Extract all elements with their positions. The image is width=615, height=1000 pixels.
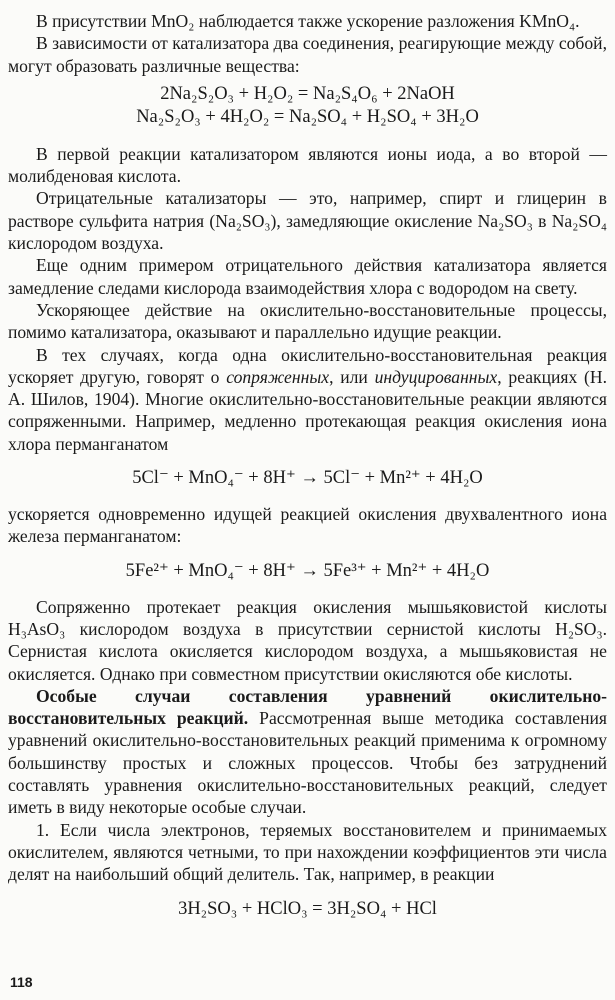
equation-2: Na₂S₂O₃ + 4H₂O₂ = Na₂SO₄ + H₂SO₄ + 3H₂O [136, 106, 479, 127]
equation-4: 5Fe²⁺ + MnO₄⁻ + 8H⁺ → 5Fe³⁺ + Mn²⁺ + 4H₂O [125, 560, 490, 581]
equation-5: 3H₂SO₃ + HClO₃ = 3H₂SO₄ + HCl [178, 898, 437, 919]
paragraph-1: В присутствии MnO₂ наблюдается также ускорение разложения KMnO₄. [36, 11, 580, 31]
equation-3: 5Cl⁻ + MnO₄⁻ + 8H⁺ → 5Cl⁻ + Mn²⁺ + 4H₂O [132, 468, 483, 489]
paragraph-11: 1. Если числа электронов, теряемых восстановителем и принимаемых окислителем, являются четными, то при нахождении коэффициентов эти числа делят на наибольший общий делитель. Так, например, в реакции [8, 819, 607, 885]
paragraph-4: Отрицательные катализаторы — это, например, спирт и глицерин в растворе сульфита натрия (Na₂SO₃), замедляющие окисление Na₂SO₃ в Na₂SO₄ кислородом воздуха. [8, 188, 607, 254]
equation-block-1 [8, 83, 607, 129]
paragraph-10 [8, 685, 607, 819]
paragraph-9: Сопряженно протекает реакция окисления мышьяковистой кислоты H₃AsO₃ кислородом воздуха в присутствии сернистой кислоты H₂SO₃. Сернистая кислота окисляется кислородом воздуха, а мышьяковистая не окисляется. Однако при совместном присутствии окисляются обе кислоты. [8, 596, 607, 684]
paragraph-5: Еще одним примером отрицательного действия катализатора является замедление следами кислорода взаимодействия хлора с водородом на свету. [8, 255, 607, 298]
paragraph-7-part-c: , реакциях (Н. А. Шилов, 1904). Многие окислительно-восстановительные реакции являются сопряженными. Например, медленно протекающая реакция окисления иона хлора перманганатом [8, 366, 607, 454]
section-heading: Особые случаи составления уравнений окислительно-восстановительных реакций. [8, 685, 607, 729]
paragraph-7-part-b: , или [329, 366, 375, 387]
paragraph-7-part-a: В тех случаях, когда одна окислительно-восстановительная реакция ускоряет другую, говорят о [8, 344, 607, 387]
paragraph-7 [8, 344, 607, 455]
equation-1: 2Na₂S₂O₃ + H₂O₂ = Na₂S₄O₆ + 2NaOH [160, 83, 455, 104]
paragraph-6: Ускоряющее действие на окислительно-восстановительные процессы, помимо катализатора, оказывают и параллельно идущие реакции. [8, 299, 607, 343]
term-induced: индуцированных [374, 366, 498, 387]
page-number: 118 [10, 974, 33, 990]
paragraph-3: В первой реакции катализатором являются ионы иода, а во второй — молибденовая кислота. [8, 143, 607, 187]
paragraph-8: ускоряется одновременно идущей реакцией окисления двухвалентного иона железа перманганатом: [8, 504, 607, 547]
term-conjugated: сопряженных [226, 366, 330, 387]
paragraph-2: В зависимости от катализатора два соединения, реагирующие между собой, могут образовать различные вещества: [8, 33, 607, 76]
paragraph-10-body: Рассмотренная выше методика составления уравнений окислительно-восстановительных реакций применима к огромному большинству простых и сложных процессов. Чтобы без затруднений составлять уравнения окислительно-восстановительных реакций, следует иметь в виду некоторые особые случаи. [8, 708, 607, 818]
